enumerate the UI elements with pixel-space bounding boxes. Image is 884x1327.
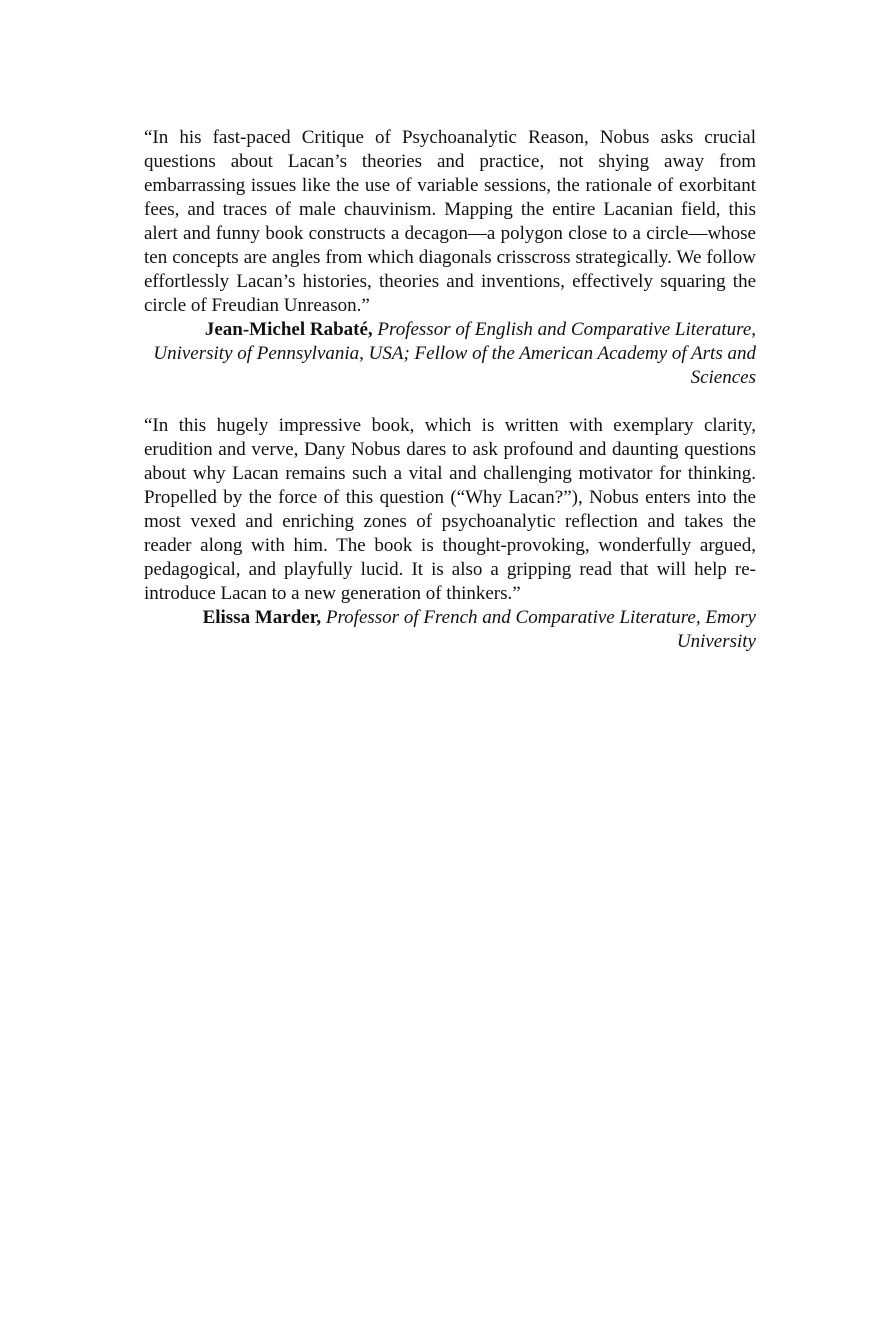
endorsement-marder [144, 414, 756, 654]
endorsement-attribution [144, 606, 756, 654]
endorsement-attribution [144, 318, 756, 390]
endorsement-quote: “In this hugely impressive book, which is written with exemplary clarity, erudition and verve, Dany Nobus dares to ask profound and daunting questions about why Lacan remains such a vital and challenging motivator for thinking. Propelled by the force of this question (“Why Lacan?”), Nobus enters into the most vexed and enriching zones of psychoanalytic reflection and takes the reader along with him. The book is thought-provoking, wonderfully argued, pedagogical, and playfully lucid. It is also a gripping read that will help re-introduce Lacan to a new generation of thinkers.” [144, 415, 756, 604]
endorsements-page [144, 126, 756, 654]
endorsement-quote: “In his fast-paced Critique of Psychoanalytic Reason, Nobus asks crucial questions about Lacan’s theories and practice, not shying away from embarrassing issues like the use of variable sessions, the rationale of exorbitant fees, and traces of male chauvinism. Mapping the entire Lacanian field, this alert and funny book constructs a decagon—a polygon close to a circle—whose ten concepts are angles from which diagonals crisscross strategically. We follow effortlessly Lacan’s histories, theories and inventions, effectively squaring the circle of Freudian Unreason.” [144, 127, 756, 316]
endorsement-rabate [144, 126, 756, 390]
endorser-title: Professor of English and Comparative Literature, University of Pennsylvania, USA; Fellow of the American Academy of Arts and Sciences [153, 319, 756, 388]
endorser-name: Elissa Marder, [202, 607, 322, 628]
endorser-title: Professor of French and Comparative Literature, Emory University [325, 607, 756, 652]
endorser-name: Jean-Michel Rabaté, [204, 319, 373, 340]
